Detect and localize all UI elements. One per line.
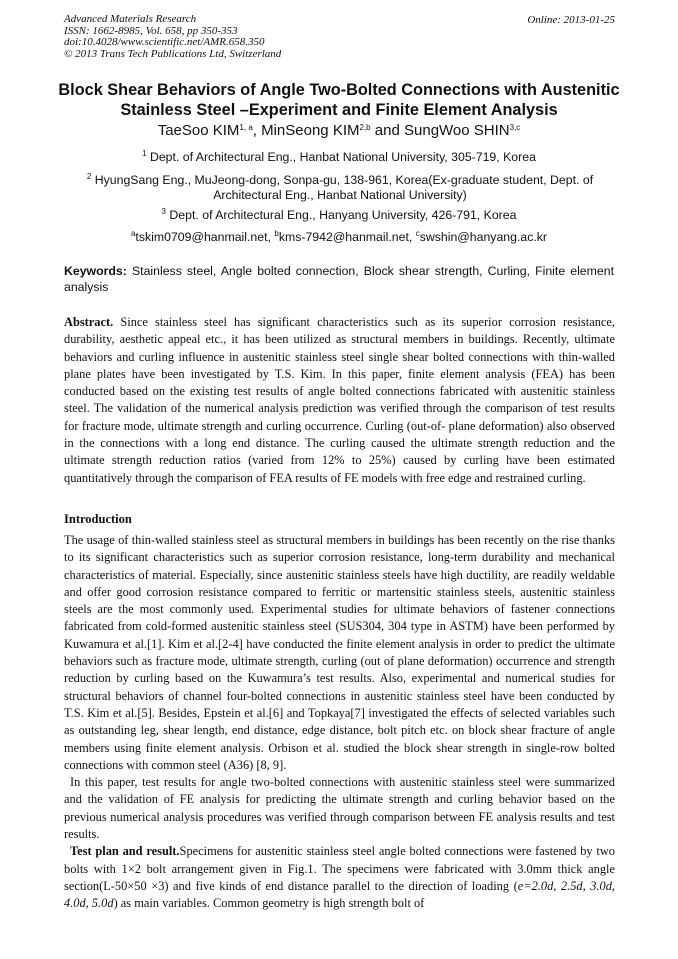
email-sup: c — [415, 229, 420, 238]
affiliation — [40, 150, 638, 165]
journal-header — [64, 14, 281, 60]
title-line: Stainless Steel –Experiment and Finite Element Analysis — [120, 101, 558, 119]
paragraph-text: In this paper, test results for angle two-bolted connections with austenitic stainless steel were summarized and the validation of FE analysis for predicting the ultimate strength and curling behavior based on the previous numerical analysis procedures was verified through comparison between FE analysis results and test results. — [64, 775, 615, 842]
abstract-label: Abstract. — [64, 315, 114, 329]
copyright: © 2013 Trans Tech Publications Ltd, Switzerland — [64, 47, 282, 60]
aff-text: Dept. of Architectural Eng., Hanbat National University, 305-719, Korea — [149, 150, 536, 164]
aff-sup: 3 — [161, 207, 166, 216]
aff-sup: 1 — [142, 149, 147, 158]
aff-text: HyungSang Eng., MuJeong-dong, Sonpa-gu, 138-961, Korea(Ex-graduate student, Dept. of Architectural Eng., Hanbat National University) — [94, 173, 594, 202]
email[interactable]: kms-7942@hanmail.net, — [278, 230, 416, 244]
author: MinSeong KIM — [261, 122, 360, 139]
separator: and — [370, 122, 404, 139]
author-sup: 3,c — [509, 123, 521, 132]
author: TaeSoo KIM — [157, 122, 240, 139]
email[interactable]: tskim0709@hanmail.net, — [135, 230, 275, 244]
affiliation — [70, 173, 610, 203]
separator: , — [252, 122, 262, 139]
email[interactable]: swshin@hanyang.ac.kr — [419, 230, 548, 244]
keywords-label: Keywords: — [64, 264, 127, 278]
author: SungWoo SHIN — [404, 122, 510, 139]
abstract-text: Since stainless steel has significant characteristics such as its superior corrosion resistance, durability, aesthetic appeal etc., it has been utilized as structural members in buildings. Recently, ultimate behaviors and curling influence in austenitic stainless steel single shear bolted connections with thin-walled plane plates have been investigated by T.S. Kim. In this paper, finite element analysis (FEA) has been conducted based on the existing test results of angle bolted connections fabricated with austenitic stainless steel. The validation of the numerical analysis prediction was verified through the comparison of test results for fracture mode, ultimate strength and curling occurrence. Curling (out-of- plane deformation) also observed in the connections with a long end distance. The curling caused the ultimate strength reduction and the ultimate strength reduction ratios (varied from 12% to 25%) caused by curling have been estimated quantitatively through the comparison of FEA results of FE models with free edge and restrained curling. — [64, 315, 615, 485]
text: ) as main variables. Common geometry is high strength bolt of — [113, 896, 425, 911]
journal-name: Advanced Materials Research — [64, 13, 197, 25]
aff-sup: 2 — [86, 172, 92, 181]
variables: e=2.0d, 2.5d, 3.0d, 4.0d, 5.0d — [64, 878, 615, 911]
text: Specimens for austenitic stainless steel angle bolted connections were fastened by two bolts with 1×2 bolt arrangement given in Fig.1. The specimens were fabricated with 3.0mm thick angle section(L-50×50 ×3) and five kinds of end distance parallel to the direction of loading ( — [64, 844, 616, 893]
affiliation — [40, 208, 638, 223]
email-sup: a — [130, 229, 136, 238]
email-sup: b — [274, 229, 279, 238]
authors — [40, 122, 638, 139]
aff-text: Dept. of Architectural Eng., Hanyang University, 426-791, Korea — [169, 208, 517, 222]
intro-paragraph — [64, 532, 615, 913]
subsection-label: Test plan and result. — [70, 844, 180, 859]
doi[interactable]: doi:10.4028/www.scientific.net/AMR.658.350 — [64, 36, 265, 48]
paragraph-text — [64, 843, 615, 912]
title-line: Block Shear Behaviors of Angle Two-Bolted Connections with Austenitic — [58, 81, 620, 99]
author-sup: 2,b — [359, 123, 371, 132]
online-date: Online: 2013-01-25 — [527, 14, 615, 26]
keywords-text: Stainless steel, Angle bolted connection, Block shear strength, Curling, Finite element analysis — [64, 264, 614, 294]
issn: ISSN: 1662-8985, Vol. 658, pp 350-353 — [64, 24, 238, 37]
author-sup: 1, a — [239, 123, 253, 132]
keywords — [64, 264, 614, 295]
paper-title — [40, 80, 638, 120]
abstract — [64, 314, 615, 487]
emails — [40, 230, 638, 245]
section-heading: Introduction — [64, 512, 132, 526]
paragraph-text: The usage of thin-walled stainless steel as structural members in buildings has been recently on the rise thanks to its significant characteristics such as superior corrosion resistance, long-term durability and mechanical characteristics of material. Especially, since austenitic stainless steels have high ductility, are readily weldable and offer good corrosion resistance compared to ferritic or martensitic stainless steels, austenitic stainless steels are the most commonly used. Experimental studies for ultimate behaviors of fastener connections fabricated from cold-formed austenitic stainless steel (SUS304, 304 type in ASTM) have been performed by Kuwamura et al.[1]. Kim et al.[2-4] have conducted the finite element analysis in order to predict the ultimate behaviors such as fracture mode, ultimate strength, curling (out of plane deformation) occurrence and strength reduction by curling based on the Kuwamura’s test results. Also, experimental and numerical studies for structural behaviors of channel four-bolted connections in austenitic stainless steel have been conducted by T.S. Kim et al.[5]. Besides, Epstein et al.[6] and Topkaya[7] investigated the effects of selected variables such as outstanding leg, shear length, end distance, edge distance, bolt pitch etc. on block shear fracture of angle members using finite element analysis. Orbison et al. studied the block shear strength in single-row bolted connections with common steel (A36) [8, 9]. — [64, 533, 615, 772]
